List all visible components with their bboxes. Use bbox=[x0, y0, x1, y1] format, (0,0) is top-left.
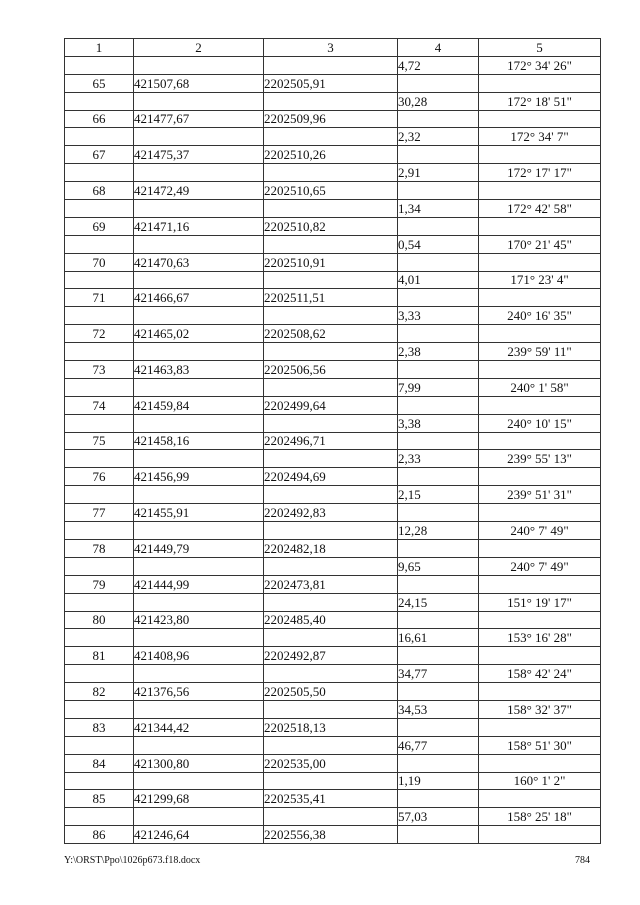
table-row bbox=[65, 522, 601, 540]
distance-cell: 0,54 bbox=[398, 235, 479, 253]
bearing-cell: 153° 16' 28" bbox=[479, 629, 601, 647]
y-coordinate-cell bbox=[264, 557, 398, 575]
table-row bbox=[65, 396, 601, 414]
y-coordinate-cell: 2202485,40 bbox=[264, 611, 398, 629]
y-coordinate-cell: 2202518,13 bbox=[264, 718, 398, 736]
x-coordinate-cell bbox=[134, 200, 264, 218]
bearing-cell: 158° 51' 30" bbox=[479, 736, 601, 754]
y-coordinate-cell: 2202499,64 bbox=[264, 396, 398, 414]
header-row bbox=[65, 39, 601, 57]
distance-cell bbox=[398, 146, 479, 164]
y-coordinate-cell bbox=[264, 450, 398, 468]
point-number-cell bbox=[65, 665, 134, 683]
x-coordinate-cell: 421300,80 bbox=[134, 754, 264, 772]
distance-cell bbox=[398, 110, 479, 128]
distance-cell: 2,15 bbox=[398, 486, 479, 504]
x-coordinate-cell bbox=[134, 486, 264, 504]
table-row bbox=[65, 504, 601, 522]
point-number-cell: 75 bbox=[65, 432, 134, 450]
footer-file-path: Y:\ORST\Ppo\1026p673.f18.docx bbox=[64, 855, 201, 866]
distance-cell: 57,03 bbox=[398, 808, 479, 826]
point-number-cell: 73 bbox=[65, 361, 134, 379]
y-coordinate-cell bbox=[264, 235, 398, 253]
x-coordinate-cell: 421444,99 bbox=[134, 575, 264, 593]
bearing-cell bbox=[479, 504, 601, 522]
table-row bbox=[65, 700, 601, 718]
point-number-cell bbox=[65, 128, 134, 146]
distance-cell bbox=[398, 396, 479, 414]
point-number-cell bbox=[65, 200, 134, 218]
point-number-cell: 68 bbox=[65, 182, 134, 200]
y-coordinate-cell: 2202511,51 bbox=[264, 289, 398, 307]
distance-cell bbox=[398, 683, 479, 701]
table-row bbox=[65, 683, 601, 701]
bearing-cell: 172° 18' 51" bbox=[479, 92, 601, 110]
point-number-cell bbox=[65, 522, 134, 540]
x-coordinate-cell bbox=[134, 343, 264, 361]
y-coordinate-cell: 2202492,87 bbox=[264, 647, 398, 665]
y-coordinate-cell: 2202510,26 bbox=[264, 146, 398, 164]
point-number-cell bbox=[65, 700, 134, 718]
point-number-cell bbox=[65, 235, 134, 253]
bearing-cell bbox=[479, 361, 601, 379]
table-row bbox=[65, 128, 601, 146]
point-number-cell bbox=[65, 92, 134, 110]
y-coordinate-cell bbox=[264, 92, 398, 110]
distance-cell bbox=[398, 217, 479, 235]
x-coordinate-cell: 421466,67 bbox=[134, 289, 264, 307]
x-coordinate-cell bbox=[134, 414, 264, 432]
distance-cell bbox=[398, 575, 479, 593]
distance-cell: 12,28 bbox=[398, 522, 479, 540]
y-coordinate-cell: 2202473,81 bbox=[264, 575, 398, 593]
table-row bbox=[65, 611, 601, 629]
header-cell-3: 3 bbox=[264, 39, 398, 57]
table-row bbox=[65, 826, 601, 844]
x-coordinate-cell: 421470,63 bbox=[134, 253, 264, 271]
bearing-cell: 171° 23' 4" bbox=[479, 271, 601, 289]
x-coordinate-cell: 421455,91 bbox=[134, 504, 264, 522]
bearing-cell: 239° 59' 11" bbox=[479, 343, 601, 361]
y-coordinate-cell: 2202510,91 bbox=[264, 253, 398, 271]
table-row bbox=[65, 343, 601, 361]
distance-cell bbox=[398, 468, 479, 486]
y-coordinate-cell bbox=[264, 128, 398, 146]
point-number-cell bbox=[65, 343, 134, 361]
point-number-cell: 70 bbox=[65, 253, 134, 271]
point-number-cell bbox=[65, 629, 134, 647]
x-coordinate-cell bbox=[134, 56, 264, 74]
x-coordinate-cell: 421465,02 bbox=[134, 325, 264, 343]
y-coordinate-cell bbox=[264, 700, 398, 718]
bearing-cell: 158° 32' 37" bbox=[479, 700, 601, 718]
y-coordinate-cell bbox=[264, 522, 398, 540]
distance-cell bbox=[398, 754, 479, 772]
table-row bbox=[65, 808, 601, 826]
distance-cell: 4,01 bbox=[398, 271, 479, 289]
distance-cell: 7,99 bbox=[398, 378, 479, 396]
y-coordinate-cell bbox=[264, 629, 398, 647]
distance-cell: 34,77 bbox=[398, 665, 479, 683]
bearing-cell: 240° 16' 35" bbox=[479, 307, 601, 325]
bearing-cell bbox=[479, 182, 601, 200]
y-coordinate-cell bbox=[264, 808, 398, 826]
x-coordinate-cell: 421246,64 bbox=[134, 826, 264, 844]
header-cell-5: 5 bbox=[479, 39, 601, 57]
point-number-cell: 84 bbox=[65, 754, 134, 772]
bearing-cell: 172° 17' 17" bbox=[479, 164, 601, 182]
y-coordinate-cell: 2202535,00 bbox=[264, 754, 398, 772]
bearing-cell bbox=[479, 253, 601, 271]
x-coordinate-cell bbox=[134, 808, 264, 826]
distance-cell: 3,38 bbox=[398, 414, 479, 432]
bearing-cell bbox=[479, 432, 601, 450]
point-number-cell: 66 bbox=[65, 110, 134, 128]
y-coordinate-cell: 2202556,38 bbox=[264, 826, 398, 844]
table-row bbox=[65, 790, 601, 808]
x-coordinate-cell: 421471,16 bbox=[134, 217, 264, 235]
bearing-cell: 172° 34' 7" bbox=[479, 128, 601, 146]
header-cell-1: 1 bbox=[65, 39, 134, 57]
x-coordinate-cell bbox=[134, 557, 264, 575]
x-coordinate-cell: 421344,42 bbox=[134, 718, 264, 736]
bearing-cell: 172° 34' 26" bbox=[479, 56, 601, 74]
x-coordinate-cell bbox=[134, 736, 264, 754]
y-coordinate-cell bbox=[264, 200, 398, 218]
x-coordinate-cell: 421477,67 bbox=[134, 110, 264, 128]
distance-cell: 2,32 bbox=[398, 128, 479, 146]
bearing-cell: 170° 21' 45" bbox=[479, 235, 601, 253]
y-coordinate-cell bbox=[264, 593, 398, 611]
point-number-cell: 78 bbox=[65, 539, 134, 557]
x-coordinate-cell: 421472,49 bbox=[134, 182, 264, 200]
bearing-cell bbox=[479, 647, 601, 665]
x-coordinate-cell: 421408,96 bbox=[134, 647, 264, 665]
bearing-cell bbox=[479, 396, 601, 414]
table-row bbox=[65, 772, 601, 790]
bearing-cell bbox=[479, 468, 601, 486]
y-coordinate-cell bbox=[264, 772, 398, 790]
bearing-cell bbox=[479, 826, 601, 844]
distance-cell bbox=[398, 790, 479, 808]
distance-cell: 34,53 bbox=[398, 700, 479, 718]
table-row bbox=[65, 164, 601, 182]
bearing-cell bbox=[479, 754, 601, 772]
x-coordinate-cell: 421456,99 bbox=[134, 468, 264, 486]
table-row bbox=[65, 432, 601, 450]
x-coordinate-cell bbox=[134, 450, 264, 468]
point-number-cell: 83 bbox=[65, 718, 134, 736]
bearing-cell: 172° 42' 58" bbox=[479, 200, 601, 218]
point-number-cell bbox=[65, 808, 134, 826]
x-coordinate-cell: 421458,16 bbox=[134, 432, 264, 450]
distance-cell: 1,34 bbox=[398, 200, 479, 218]
x-coordinate-cell: 421376,56 bbox=[134, 683, 264, 701]
distance-cell bbox=[398, 539, 479, 557]
table-row bbox=[65, 468, 601, 486]
header-cell-4: 4 bbox=[398, 39, 479, 57]
header-cell-2: 2 bbox=[134, 39, 264, 57]
point-number-cell bbox=[65, 414, 134, 432]
table-row bbox=[65, 754, 601, 772]
table-row bbox=[65, 74, 601, 92]
x-coordinate-cell bbox=[134, 522, 264, 540]
x-coordinate-cell bbox=[134, 128, 264, 146]
y-coordinate-cell: 2202508,62 bbox=[264, 325, 398, 343]
table-row bbox=[65, 361, 601, 379]
point-number-cell: 85 bbox=[65, 790, 134, 808]
table-row bbox=[65, 217, 601, 235]
distance-cell: 30,28 bbox=[398, 92, 479, 110]
y-coordinate-cell: 2202496,71 bbox=[264, 432, 398, 450]
bearing-cell: 151° 19' 17" bbox=[479, 593, 601, 611]
distance-cell bbox=[398, 253, 479, 271]
x-coordinate-cell bbox=[134, 772, 264, 790]
table-row bbox=[65, 557, 601, 575]
point-number-cell bbox=[65, 271, 134, 289]
y-coordinate-cell bbox=[264, 164, 398, 182]
point-number-cell bbox=[65, 736, 134, 754]
distance-cell: 2,33 bbox=[398, 450, 479, 468]
x-coordinate-cell: 421299,68 bbox=[134, 790, 264, 808]
table-row bbox=[65, 593, 601, 611]
x-coordinate-cell: 421507,68 bbox=[134, 74, 264, 92]
coordinates-table bbox=[64, 38, 601, 844]
distance-cell: 3,33 bbox=[398, 307, 479, 325]
bearing-cell: 240° 7' 49" bbox=[479, 522, 601, 540]
bearing-cell: 160° 1' 2" bbox=[479, 772, 601, 790]
point-number-cell: 81 bbox=[65, 647, 134, 665]
bearing-cell bbox=[479, 718, 601, 736]
distance-cell bbox=[398, 504, 479, 522]
x-coordinate-cell: 421423,80 bbox=[134, 611, 264, 629]
point-number-cell: 82 bbox=[65, 683, 134, 701]
point-number-cell bbox=[65, 56, 134, 74]
bearing-cell bbox=[479, 683, 601, 701]
point-number-cell bbox=[65, 486, 134, 504]
table-row bbox=[65, 56, 601, 74]
point-number-cell: 72 bbox=[65, 325, 134, 343]
y-coordinate-cell: 2202505,91 bbox=[264, 74, 398, 92]
distance-cell bbox=[398, 826, 479, 844]
distance-cell bbox=[398, 361, 479, 379]
distance-cell bbox=[398, 718, 479, 736]
table-row bbox=[65, 718, 601, 736]
table-row bbox=[65, 289, 601, 307]
table-row bbox=[65, 110, 601, 128]
x-coordinate-cell bbox=[134, 164, 264, 182]
point-number-cell bbox=[65, 307, 134, 325]
point-number-cell bbox=[65, 557, 134, 575]
x-coordinate-cell bbox=[134, 378, 264, 396]
bearing-cell: 239° 55' 13" bbox=[479, 450, 601, 468]
table-row bbox=[65, 146, 601, 164]
table-row bbox=[65, 271, 601, 289]
y-coordinate-cell: 2202494,69 bbox=[264, 468, 398, 486]
distance-cell: 1,19 bbox=[398, 772, 479, 790]
distance-cell: 16,61 bbox=[398, 629, 479, 647]
bearing-cell: 240° 7' 49" bbox=[479, 557, 601, 575]
point-number-cell bbox=[65, 164, 134, 182]
point-number-cell: 79 bbox=[65, 575, 134, 593]
bearing-cell bbox=[479, 110, 601, 128]
y-coordinate-cell: 2202492,83 bbox=[264, 504, 398, 522]
point-number-cell bbox=[65, 450, 134, 468]
x-coordinate-cell: 421463,83 bbox=[134, 361, 264, 379]
y-coordinate-cell bbox=[264, 378, 398, 396]
bearing-cell bbox=[479, 146, 601, 164]
table-row bbox=[65, 325, 601, 343]
y-coordinate-cell: 2202510,65 bbox=[264, 182, 398, 200]
x-coordinate-cell: 421459,84 bbox=[134, 396, 264, 414]
distance-cell: 2,38 bbox=[398, 343, 479, 361]
table-row bbox=[65, 253, 601, 271]
y-coordinate-cell bbox=[264, 736, 398, 754]
y-coordinate-cell bbox=[264, 343, 398, 361]
bearing-cell bbox=[479, 539, 601, 557]
x-coordinate-cell bbox=[134, 307, 264, 325]
table-header bbox=[65, 39, 601, 57]
bearing-cell bbox=[479, 217, 601, 235]
y-coordinate-cell: 2202509,96 bbox=[264, 110, 398, 128]
distance-cell bbox=[398, 647, 479, 665]
distance-cell bbox=[398, 611, 479, 629]
bearing-cell bbox=[479, 325, 601, 343]
point-number-cell bbox=[65, 593, 134, 611]
y-coordinate-cell: 2202510,82 bbox=[264, 217, 398, 235]
distance-cell bbox=[398, 289, 479, 307]
distance-cell: 24,15 bbox=[398, 593, 479, 611]
point-number-cell: 77 bbox=[65, 504, 134, 522]
bearing-cell: 158° 42' 24" bbox=[479, 665, 601, 683]
point-number-cell bbox=[65, 772, 134, 790]
table-row bbox=[65, 539, 601, 557]
x-coordinate-cell: 421475,37 bbox=[134, 146, 264, 164]
table-body bbox=[65, 56, 601, 843]
y-coordinate-cell: 2202506,56 bbox=[264, 361, 398, 379]
y-coordinate-cell bbox=[264, 414, 398, 432]
table-row bbox=[65, 200, 601, 218]
table-row bbox=[65, 414, 601, 432]
table-row bbox=[65, 378, 601, 396]
bearing-cell bbox=[479, 790, 601, 808]
bearing-cell bbox=[479, 289, 601, 307]
x-coordinate-cell bbox=[134, 92, 264, 110]
point-number-cell: 71 bbox=[65, 289, 134, 307]
bearing-cell: 240° 1' 58" bbox=[479, 378, 601, 396]
table-row bbox=[65, 629, 601, 647]
table-row bbox=[65, 450, 601, 468]
distance-cell bbox=[398, 432, 479, 450]
distance-cell bbox=[398, 325, 479, 343]
point-number-cell: 86 bbox=[65, 826, 134, 844]
point-number-cell: 67 bbox=[65, 146, 134, 164]
point-number-cell bbox=[65, 378, 134, 396]
table-row bbox=[65, 486, 601, 504]
bearing-cell: 158° 25' 18" bbox=[479, 808, 601, 826]
table-row bbox=[65, 307, 601, 325]
y-coordinate-cell: 2202505,50 bbox=[264, 683, 398, 701]
distance-cell: 2,91 bbox=[398, 164, 479, 182]
x-coordinate-cell bbox=[134, 700, 264, 718]
distance-cell bbox=[398, 182, 479, 200]
point-number-cell: 76 bbox=[65, 468, 134, 486]
point-number-cell: 69 bbox=[65, 217, 134, 235]
footer-page-number: 784 bbox=[575, 855, 590, 866]
point-number-cell: 74 bbox=[65, 396, 134, 414]
bearing-cell bbox=[479, 611, 601, 629]
bearing-cell: 239° 51' 31" bbox=[479, 486, 601, 504]
point-number-cell: 65 bbox=[65, 74, 134, 92]
table-row bbox=[65, 575, 601, 593]
y-coordinate-cell: 2202535,41 bbox=[264, 790, 398, 808]
table-row bbox=[65, 665, 601, 683]
table-row bbox=[65, 182, 601, 200]
y-coordinate-cell bbox=[264, 56, 398, 74]
y-coordinate-cell bbox=[264, 665, 398, 683]
bearing-cell bbox=[479, 74, 601, 92]
bearing-cell bbox=[479, 575, 601, 593]
y-coordinate-cell bbox=[264, 271, 398, 289]
y-coordinate-cell: 2202482,18 bbox=[264, 539, 398, 557]
distance-cell: 4,72 bbox=[398, 56, 479, 74]
x-coordinate-cell: 421449,79 bbox=[134, 539, 264, 557]
x-coordinate-cell bbox=[134, 593, 264, 611]
y-coordinate-cell bbox=[264, 307, 398, 325]
table-row bbox=[65, 92, 601, 110]
distance-cell: 9,65 bbox=[398, 557, 479, 575]
distance-cell: 46,77 bbox=[398, 736, 479, 754]
x-coordinate-cell bbox=[134, 665, 264, 683]
x-coordinate-cell bbox=[134, 629, 264, 647]
x-coordinate-cell bbox=[134, 235, 264, 253]
distance-cell bbox=[398, 74, 479, 92]
table-row bbox=[65, 235, 601, 253]
y-coordinate-cell bbox=[264, 486, 398, 504]
point-number-cell: 80 bbox=[65, 611, 134, 629]
x-coordinate-cell bbox=[134, 271, 264, 289]
table-row bbox=[65, 736, 601, 754]
bearing-cell: 240° 10' 15" bbox=[479, 414, 601, 432]
table-row bbox=[65, 647, 601, 665]
